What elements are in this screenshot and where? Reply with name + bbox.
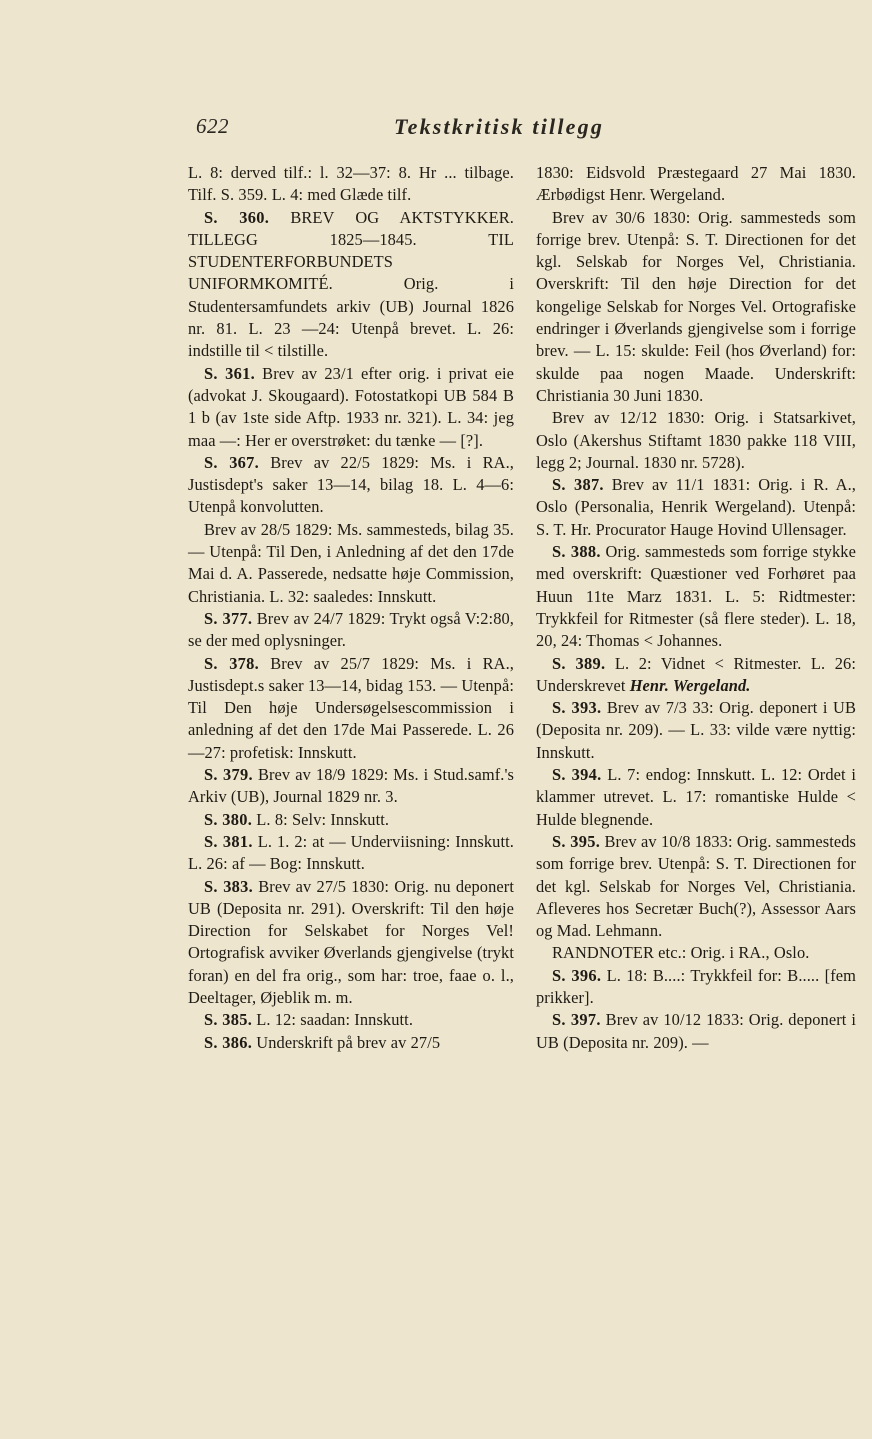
page-reference: S. 394. xyxy=(552,765,602,785)
signature-text: Henr. Wergeland. xyxy=(629,675,751,695)
page-reference: S. 381. xyxy=(204,831,253,851)
paragraph-text: L. 12: saadan: Innskutt. xyxy=(252,1010,414,1030)
paragraph-text: Brev av 22/5 1829: Ms. i RA., Justisdept's saker 13—14, bilag 18. L. 4—6: Utenpå konvolutten. xyxy=(188,452,514,517)
paragraph xyxy=(536,764,856,831)
page-reference: S. 386. xyxy=(204,1032,253,1052)
paragraph xyxy=(536,1009,856,1054)
paragraph-text: Brev av 10/12 1833: Orig. deponert i UB (Deposita nr. 209). — xyxy=(536,1010,856,1052)
page-reference: S. 379. xyxy=(204,765,253,785)
paragraph-text: Brev av 12/12 1830: Orig. i Statsarkivet, Oslo (Akershus Stiftamt 1830 pakke 118 VIII, legg 2; Journal. 1830 nr. 5728). xyxy=(536,408,856,472)
paragraph xyxy=(188,162,514,207)
page-title: Tekstkritisk tillegg xyxy=(394,114,605,139)
paragraph-text: Brev av 11/1 1831: Orig. i R. A., Oslo (Personalia, Henrik Wergeland). Utenpå: S. T. Hr. Procurator Hauge Hovind Ullensager. xyxy=(536,475,856,539)
paragraph xyxy=(536,965,856,1010)
page-reference: S. 396. xyxy=(552,965,602,985)
paragraph-text: L. 8: derved tilf.: l. 32—37: 8. Hr ... tilbage. Tilf. S. 359. L. 4: med Glæde tilf. xyxy=(188,163,514,205)
paragraph-text: L. 1. 2: at — Underviisning: Innskutt. L. 26: af — Bog: Innskutt. xyxy=(188,831,514,874)
page-reference: S. 389. xyxy=(552,653,606,673)
page-reference: S. 383. xyxy=(204,876,254,896)
paragraph xyxy=(188,1009,514,1031)
paragraph xyxy=(536,831,856,942)
paragraph xyxy=(188,207,514,363)
page-reference: S. 380. xyxy=(204,809,253,829)
paragraph xyxy=(536,541,856,652)
paragraph-text: L. 18: B....: Trykkfeil for: B..... [fem prikker]. xyxy=(536,965,856,1007)
paragraph-text: L. 8: Selv: Innskutt. xyxy=(252,809,390,829)
paragraph xyxy=(188,653,514,764)
paragraph xyxy=(188,831,514,876)
left-column xyxy=(188,162,514,1054)
paragraph-text: Brev av 10/8 1833: Orig. sammesteds som forrige brev. Utenpå: S. T. Directionen for det kgl. Selskab for Norges Vel, Christiania. Afleveres hos Secretær Buch(?), Assessor Aars og Mad. Lehmann. xyxy=(536,831,856,941)
paragraph xyxy=(188,764,514,809)
paragraph-text: Brev av 27/5 1830: Orig. nu deponert UB (Deposita nr. 291). Overskrift: Til den høje Direction for Selskabet for Norges Vel! Ortografisk avviker Øverlands gjengivelse (trykt foran) en del fra orig., som har: troe, faae o. l., Deeltager, Øjeblik m. m. xyxy=(188,876,514,1007)
paragraph xyxy=(536,653,856,698)
page-reference: S. 360. xyxy=(204,207,270,227)
paragraph-text: RANDNOTER etc.: Orig. i RA., Oslo. xyxy=(552,943,810,963)
paragraph-text: L. 7: endog: Innskutt. L. 12: Ordet i klammer utrevet. L. 17: romantiske Hulde < Hulde blegnende. xyxy=(536,765,856,829)
paragraph xyxy=(536,162,856,207)
paragraph-text: Brev av 7/3 33: Orig. deponert i UB (Deposita nr. 209). — L. 33: vilde være nyttig: Innskutt. xyxy=(536,698,856,762)
paragraph xyxy=(536,942,856,964)
paragraph-text: Underskrift på brev av 27/5 xyxy=(252,1032,441,1052)
page-reference: S. 385. xyxy=(204,1010,253,1030)
paragraph xyxy=(188,452,514,519)
paragraph xyxy=(536,474,856,541)
paragraph xyxy=(536,407,856,474)
paragraph-text: BREV OG AKTSTYKKER. TILLEGG 1825—1845. TIL STUDENTERFORBUNDETS UNIFORMKOMITÉ. Orig. i Studentersamfundets arkiv (UB) Journal 1826 nr. 81. L. 23 —24: Utenpå brevet. L. 26: indstille til < tilstille. xyxy=(188,207,514,361)
page-reference: S. 377. xyxy=(204,608,253,628)
paragraph xyxy=(188,519,514,608)
page-reference: S. 395. xyxy=(552,831,601,851)
paragraph-text: Brev av 28/5 1829: Ms. sammesteds, bilag 35. — Utenpå: Til Den, i Anledning af det den 17de Mai d. A. Passerede, nedsatte høje Commission, Christiania. L. 32: saaledes: Innskutt. xyxy=(188,519,514,606)
paragraph-text: Brev av 23/1 efter orig. i privat eie (advokat J. Skougaard). Fotostatkopi UB 584 B 1 b (av 1ste side Aftp. 1933 nr. 321). L. 34: jeg maa —: Her er overstrøket: du tænke — [?]. xyxy=(188,363,514,450)
page-reference: S. 387. xyxy=(552,475,604,495)
page-reference: S. 393. xyxy=(552,698,602,718)
paragraph-text: Orig. sammesteds som forrige stykke med overskrift: Quæstioner ved Forhøret paa Huun 11te Marz 1831. L. 5: Ridtmester: Trykkfeil for Ritmester (så flere steder). L. 18, 20, 24: Thomas < Johannes. xyxy=(536,542,856,651)
page-reference: S. 378. xyxy=(204,653,260,673)
paragraph-text: Brev av 25/7 1829: Ms. i RA., Justisdept.s saker 13—14, bidag 153. — Utenpå: Til Den høje Undersøgelsescommission i anledning af det den 17de Mai Passerede. L. 26—27: profetisk: Innskutt. xyxy=(188,653,514,762)
paragraph-text: L. 2: Vidnet < Ritmester. L. 26: Underskrevet xyxy=(536,653,856,695)
right-column xyxy=(536,162,856,1054)
page-number: 622 xyxy=(196,114,229,138)
page-reference: S. 367. xyxy=(204,452,260,472)
paragraph xyxy=(536,207,856,408)
page-reference: S. 397. xyxy=(552,1010,601,1030)
page-reference: S. 361. xyxy=(204,363,256,383)
running-header xyxy=(188,114,848,148)
page-reference: S. 388. xyxy=(552,542,601,562)
paragraph-text: Brev av 30/6 1830: Orig. sammesteds som forrige brev. Utenpå: S. T. Directionen for det kgl. Selskab for Norges Vel, Christiania. Overskrift: Til den høje Direction for det kongelige Selskab for Norges Vel. Ortografiske endringer i Øverlands gjengivelse som i forrige brev. — L. 15: skulde: Feil (hos Øverland) for: skulde paa nogen Maade. Underskrift: Christiania 30 Juni 1830. xyxy=(536,207,856,405)
paragraph xyxy=(188,608,514,653)
paragraph xyxy=(188,809,514,831)
paragraph xyxy=(536,697,856,764)
paragraph-text: Brev av 18/9 1829: Ms. i Stud.samf.'s Arkiv (UB), Journal 1829 nr. 3. xyxy=(188,765,514,807)
paragraph xyxy=(188,363,514,452)
paragraph xyxy=(188,876,514,1010)
paragraph-text: Brev av 24/7 1829: Trykt også V:2:80, se der med oplysninger. xyxy=(188,608,514,651)
paragraph-text: 1830: Eidsvold Præstegaard 27 Mai 1830. Ærbødigst Henr. Wergeland. xyxy=(536,163,856,205)
paragraph xyxy=(188,1032,514,1054)
